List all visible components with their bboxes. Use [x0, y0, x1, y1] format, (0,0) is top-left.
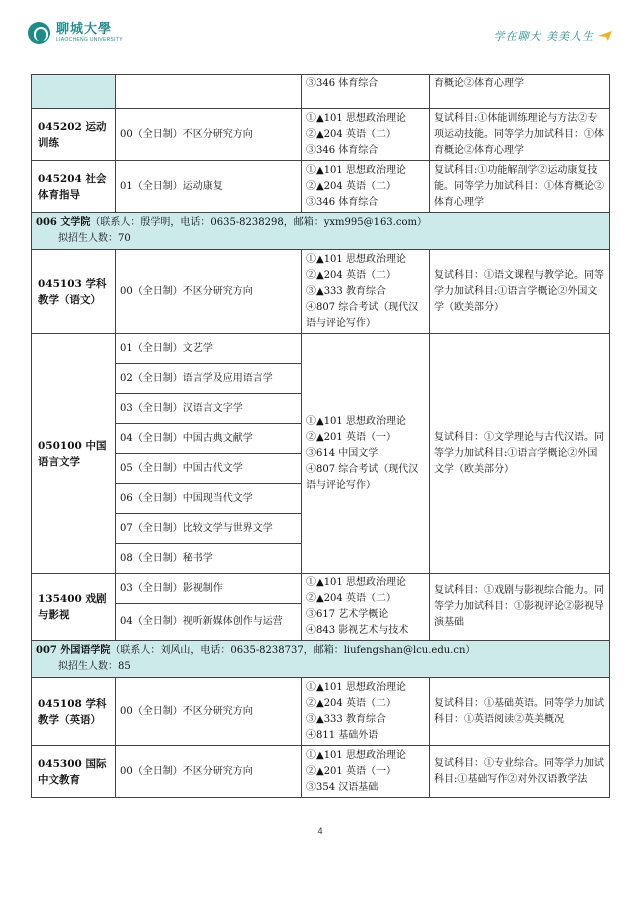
exam-subject: ③346 体育综合	[306, 196, 379, 208]
exam-cell	[302, 109, 430, 161]
exam-subject: ③▲333 教育综合	[306, 285, 386, 297]
major-cell	[32, 75, 116, 109]
direction-cell: 07（全日制）比较文学与世界文学	[116, 514, 302, 544]
direction-cell: 05（全日制）中国古代文学	[116, 454, 302, 484]
direction-cell	[116, 75, 302, 109]
section-contact: （联系人：刘风山，电话：0635-8238737，邮箱：liufengshan@lcu.edu.cn）	[110, 645, 476, 656]
direction-cell: 08（全日制）秘书学	[116, 544, 302, 574]
direction-cell: 04（全日制）视听新媒体创作与运营	[116, 604, 302, 641]
exam-cell	[302, 161, 430, 213]
section-006	[32, 213, 610, 250]
retest-cell: 复试科目：①专业综合。同等学力加试科目:①基础写作②对外汉语教学法	[430, 746, 610, 798]
direction-cell: 01（全日制）运动康复	[116, 161, 302, 213]
exam-subject: ②▲204 英语（二）	[306, 180, 396, 192]
header-motto	[494, 28, 613, 44]
major-cell: 050100 中国语言文学	[32, 334, 116, 574]
direction-cell: 03（全日制）影视制作	[116, 574, 302, 604]
table-row	[32, 746, 610, 798]
exam-subject: ②▲204 英语（二）	[306, 697, 396, 709]
exam-subject: ①▲101 思想政治理论	[306, 164, 406, 176]
exam-cell	[302, 746, 430, 798]
direction-cell: 06（全日制）中国现当代文学	[116, 484, 302, 514]
university-logo	[28, 22, 123, 44]
exam-subject: ③346 体育综合	[306, 144, 379, 156]
exam-subject: ④843 影视艺术与技术	[306, 625, 409, 636]
exam-subject: ①▲101 思想政治理论	[306, 749, 406, 761]
exam-cell	[302, 75, 430, 109]
retest-cell: 复试科目:①功能解剖学②运动康复技能。同等学力加试科目：①体育概论②体育心理学	[430, 161, 610, 213]
admission-table	[31, 74, 610, 798]
logo-chinese: 聊城大學	[56, 22, 113, 37]
motto-text: 学在聊大 美美人生	[493, 30, 594, 43]
retest-cell: 复试科目：①基础英语。同等学力加试科目：①英语阅读②英美概况	[430, 678, 610, 746]
exam-subject: ③617 艺术学概论	[306, 609, 389, 620]
major-cell: 135400 戏剧与影视	[32, 574, 116, 641]
exam-cell	[302, 334, 430, 574]
table-row	[32, 109, 610, 161]
section-title: 006 文学院	[36, 217, 91, 228]
table-row	[32, 334, 610, 364]
direction-cell: 00（全日制）不区分研究方向	[116, 678, 302, 746]
major-cell: 045103 学科教学（语文）	[32, 250, 116, 334]
exam-subject: ②▲204 英语（二）	[306, 128, 396, 140]
section-header-row	[32, 641, 610, 678]
section-quota: 拟招生人数：70	[58, 233, 131, 244]
exam-cell	[302, 678, 430, 746]
exam-subject: ④811 基础外语	[306, 729, 379, 741]
exam-subject: ①▲101 思想政治理论	[306, 415, 406, 427]
exam-subject: ①▲101 思想政治理论	[306, 253, 406, 265]
direction-cell: 00（全日制）不区分研究方向	[116, 746, 302, 798]
major-cell: 045204 社会体育指导	[32, 161, 116, 213]
major-cell: 045202 运动训练	[32, 109, 116, 161]
direction-cell: 00（全日制）不区分研究方向	[116, 250, 302, 334]
major-cell: 045108 学科教学（英语）	[32, 678, 116, 746]
page-header	[28, 22, 612, 56]
retest-cell: 复试科目：①戏剧与影视综合能力。同等学力加试科目：①影视评论②影视导演基础	[430, 574, 610, 641]
logo-english: LIAOCHENG UNIVERSITY	[56, 37, 123, 43]
exam-subject: ②▲201 英语（一）	[306, 765, 396, 777]
section-contact: （联系人：殷学明，电话：0635-8238298，邮箱：yxm995@163.com）	[90, 217, 427, 228]
table-row	[32, 75, 610, 109]
exam-subject: ④807 综合考试（现代汉语与评论写作）	[306, 463, 419, 491]
table-row	[32, 250, 610, 334]
section-header-row	[32, 213, 610, 250]
exam-subject: ③614 中国文学	[306, 447, 379, 459]
retest-cell: 复试科目：①文学理论与古代汉语。同等学力加试科目:①语言学概论②外国文学（欧美部分）	[430, 334, 610, 574]
exam-subject: ③346 体育综合	[306, 78, 379, 89]
exam-subject: ②▲201 英语（一）	[306, 431, 396, 443]
table-row	[32, 574, 610, 604]
exam-subject: ②▲204 英语（二）	[306, 593, 396, 604]
direction-cell: 02（全日制）语言学及应用语言学	[116, 364, 302, 394]
university-emblem-icon	[28, 22, 50, 44]
major-cell: 045300 国际中文教育	[32, 746, 116, 798]
exam-subject: ③354 汉语基础	[306, 781, 379, 793]
exam-subject: ③▲333 教育综合	[306, 713, 386, 725]
direction-cell: 03（全日制）汉语言文字学	[116, 394, 302, 424]
exam-subject: ②▲204 英语（二）	[306, 269, 396, 281]
exam-subject: ①▲101 思想政治理论	[306, 112, 406, 124]
section-quota: 拟招生人数：85	[58, 661, 131, 672]
section-title: 007 外国语学院	[36, 645, 111, 656]
direction-cell: 01（全日制）文艺学	[116, 334, 302, 364]
direction-cell: 04（全日制）中国古典文献学	[116, 424, 302, 454]
retest-cell: 复试科目：①语文课程与教学论。同等学力加试科目:①语言学概论②外国文学（欧美部分）	[430, 250, 610, 334]
paper-plane-icon	[598, 31, 612, 41]
retest-cell: 育概论②体育心理学	[430, 75, 610, 109]
exam-subject: ①▲101 思想政治理论	[306, 681, 406, 693]
exam-subject: ④807 综合考试（现代汉语与评论写作）	[306, 301, 419, 329]
direction-cell: 00（全日制）不区分研究方向	[116, 109, 302, 161]
table-row	[32, 161, 610, 213]
exam-cell	[302, 574, 430, 641]
table-row	[32, 678, 610, 746]
exam-cell	[302, 250, 430, 334]
section-007	[32, 641, 610, 678]
page-number: 4	[317, 826, 323, 836]
exam-subject: ①▲101 思想政治理论	[306, 577, 406, 588]
retest-cell: 复试科目:①体能训练理论与方法②专项运动技能。同等学力加试科目：①体育概论②体育心理学	[430, 109, 610, 161]
